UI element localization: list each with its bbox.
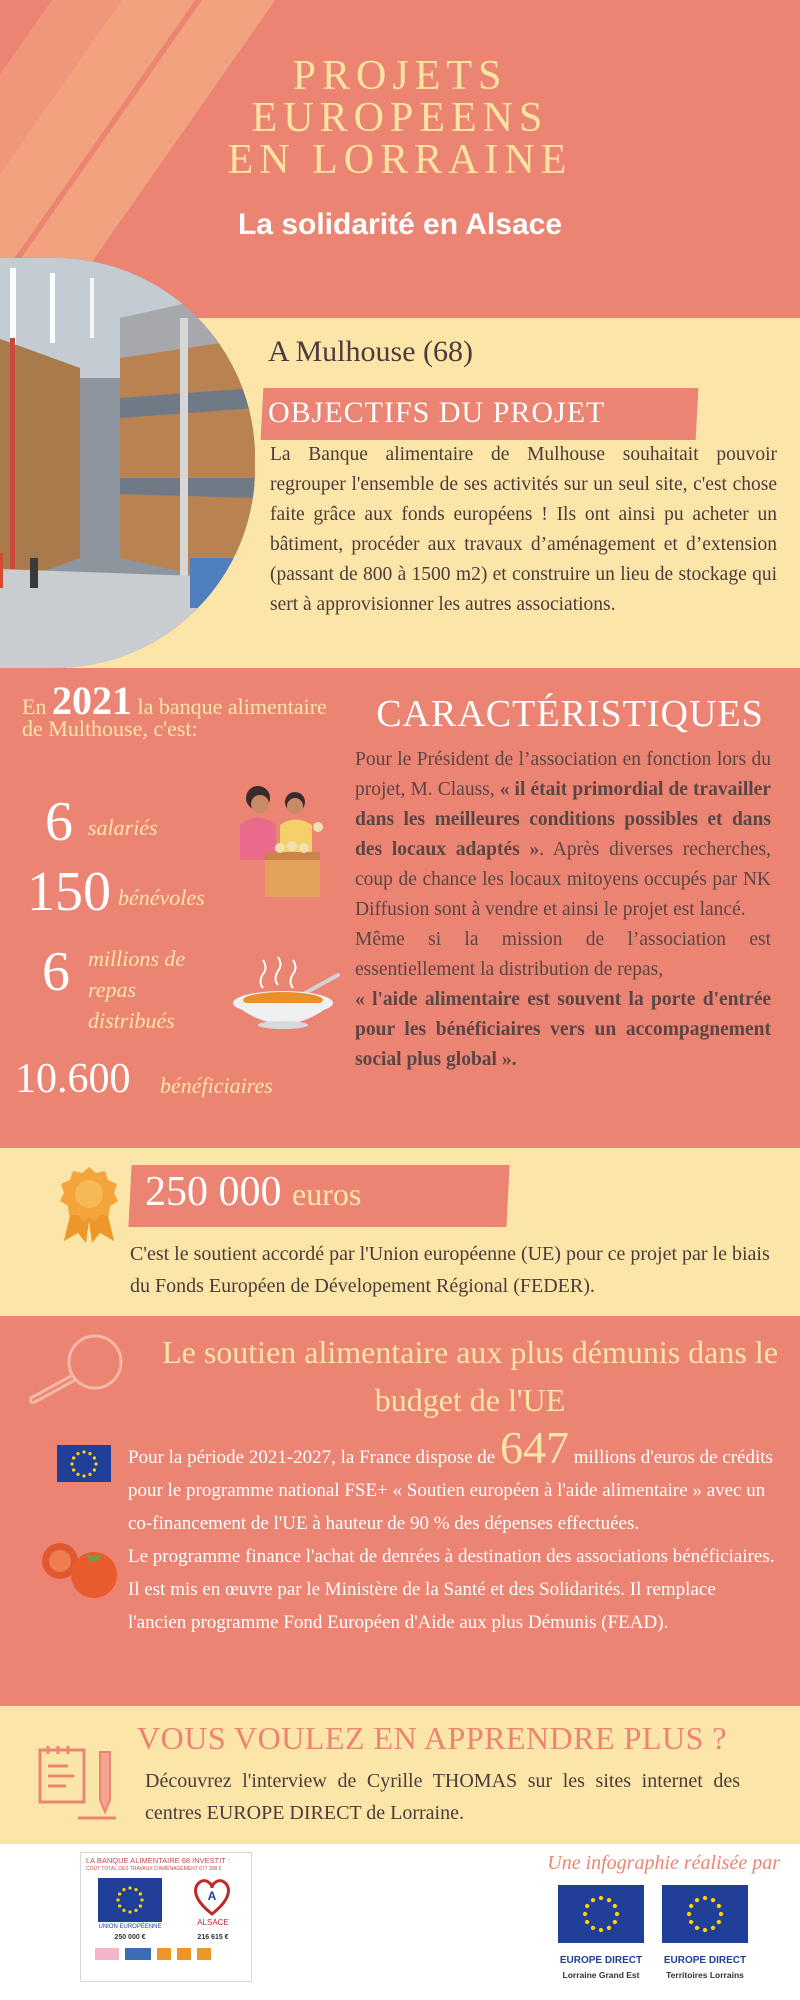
tomatoes-icon <box>38 1535 120 1601</box>
stats-intro-prefix: En <box>22 694 47 719</box>
eu-budget-p1-start: Pour la période 2021-2027, la France dispose de <box>128 1447 500 1468</box>
partner-logo <box>197 1948 211 1960</box>
stat-label: bénéficiaires <box>160 1073 273 1098</box>
page-title: PROJETS EUROPEENS EN LORRAINE <box>227 53 573 183</box>
stat-number: 10.600 <box>15 1056 131 1102</box>
partner-logo <box>125 1948 151 1960</box>
characteristics-p2-start: Même si la mission de l’association est essentiellement la distribution de repas, <box>355 929 771 980</box>
europe-direct-name: EUROPE DIRECT <box>663 1955 747 1966</box>
funding-text: C'est le soutient accordé par l'Union européenne (UE) pour ce projet par le biais du Fonds Européen de Dévelopement Régional (FEDER). <box>130 1243 770 1297</box>
characteristics-title: CARACTÉRISTIQUES <box>376 693 764 735</box>
characteristics-p2-quote: « l'aide alimentaire est souvent la porte d'entrée pour les bénéficiaires vers un accompagnement social plus global ». <box>355 989 771 1070</box>
objectives-title: OBJECTIFS DU PROJET <box>268 396 606 429</box>
eu-budget-p1-end: millions d'euros de crédits pour le programme national FSE+ « Soutien européen à l'aide alimentaire » avec un co-financement de l'UE à hauteur de 90 % des dépenses effectuées. <box>128 1447 773 1534</box>
eu-budget-title: Le soutien alimentaire aux plus démunis dans le budget de l'UE <box>162 1334 778 1418</box>
objectives-text: La Banque alimentaire de Mulhouse souhaitait pouvoir regrouper l'ensemble de ses activités sur un seul site, c'est chose faite grâce aux fonds européens ! Ils ont ainsi pu acheter un bâtiment, procéder aux travaux d’aménagement et d’extension (passant de 800 à 1500 m2) et construire un lieu de stockage qui sert à approvisionner les autres associations. <box>270 444 777 615</box>
stat-label: bénévoles <box>118 885 205 910</box>
eu-flag-icon <box>662 1885 748 1943</box>
stats-intro <box>22 678 342 741</box>
stat-employees <box>45 790 73 854</box>
europe-direct-region: Lorraine Grand Est <box>562 1970 640 1980</box>
characteristics-text <box>355 745 771 1075</box>
alsace-label: ALSACE <box>197 1918 229 1927</box>
volunteers-illustration <box>230 780 325 905</box>
eu-budget-p2: Le programme finance l'achat de denrées à destination des associations bénéficiaires. Il est mis en œuvre par le Ministère de la Santé et des Solidarités. Il remplace l'ancien programme Fond Européen d'Aide aux plus Démunis (FEAD). <box>128 1546 775 1633</box>
eu-amount: 250 000 € <box>114 1934 146 1941</box>
partner-logo <box>157 1948 171 1960</box>
europe-direct-region: Territoires Lorrains <box>666 1970 744 1980</box>
eu-flag-icon <box>57 1445 111 1482</box>
stat-label: millions de repas distribués <box>88 946 186 1033</box>
eu-budget-amount: 647 <box>500 1422 569 1473</box>
partner-logos-row <box>95 1948 235 1964</box>
stat-label: salariés <box>88 815 158 840</box>
svg-text:A: A <box>207 1889 217 1903</box>
stat-meals <box>42 940 70 1004</box>
investment-panel-title: LA BANQUE ALIMENTAIRE 68 INVESTIT : <box>86 1856 230 1865</box>
soup-bowl-illustration <box>228 955 343 1030</box>
stat-beneficiaries <box>15 1055 131 1103</box>
partner-logo <box>95 1948 119 1960</box>
partner-logo <box>177 1948 191 1960</box>
eu-flag-icon <box>98 1878 162 1922</box>
alsace-logo-icon <box>190 1874 234 1918</box>
learn-more-title: VOUS VOULEZ EN APPRENDRE PLUS ? <box>137 1720 728 1756</box>
funding-amount-value: 250 000 <box>145 1169 282 1215</box>
investment-panel-subtitle: COÛT TOTAL DES TRAVAUX D'AMÉNAGEMENT 677 308 € <box>86 1866 222 1872</box>
europe-direct-name: EUROPE DIRECT <box>559 1955 643 1966</box>
stat-number: 6 <box>45 791 73 853</box>
stat-number: 6 <box>42 941 70 1003</box>
funding-amount <box>145 1168 361 1216</box>
eu-flag-icon <box>558 1885 644 1943</box>
stat-number: 150 <box>27 861 111 923</box>
alsace-amount: 216 615 € <box>197 1934 229 1941</box>
eu-label: UNION EUROPÉENNE <box>98 1924 162 1930</box>
learn-more-text: Découvrez l'interview de Cyrille THOMAS sur les sites internet des centres EUROPE DIRECT de Lorraine. <box>145 1770 740 1824</box>
characteristics-p1-end: . Après diverses recherches, coup de chance les locaux mitoyens occupés par NK Diffusion sont à vendre et ainsi le projet est lancé. <box>355 839 771 920</box>
page-subtitle: La solidarité en Alsace <box>237 208 563 241</box>
eu-budget-text <box>128 1422 778 1639</box>
stat-volunteers <box>27 860 111 924</box>
stats-year: 2021 <box>51 678 132 723</box>
funding-amount-unit: euros <box>292 1176 362 1212</box>
credit-text: Une infographie réalisée par <box>547 1852 780 1874</box>
notepad-pen-icon <box>38 1742 120 1824</box>
characteristics-p1-quote: « il était primordial de travailler dans les meilleures conditions possibles et dans des locaux adaptés » <box>355 779 771 860</box>
characteristics-p1-start: Pour le Président de l’association en fonction lors du projet, M. Clauss, <box>355 749 771 800</box>
project-city: A Mulhouse (68) <box>268 335 473 368</box>
stats-intro-suffix: la banque alimentaire de Multhouse, c'est: <box>22 694 327 741</box>
award-medal-icon <box>58 1165 120 1245</box>
magnifier-icon <box>25 1330 135 1410</box>
